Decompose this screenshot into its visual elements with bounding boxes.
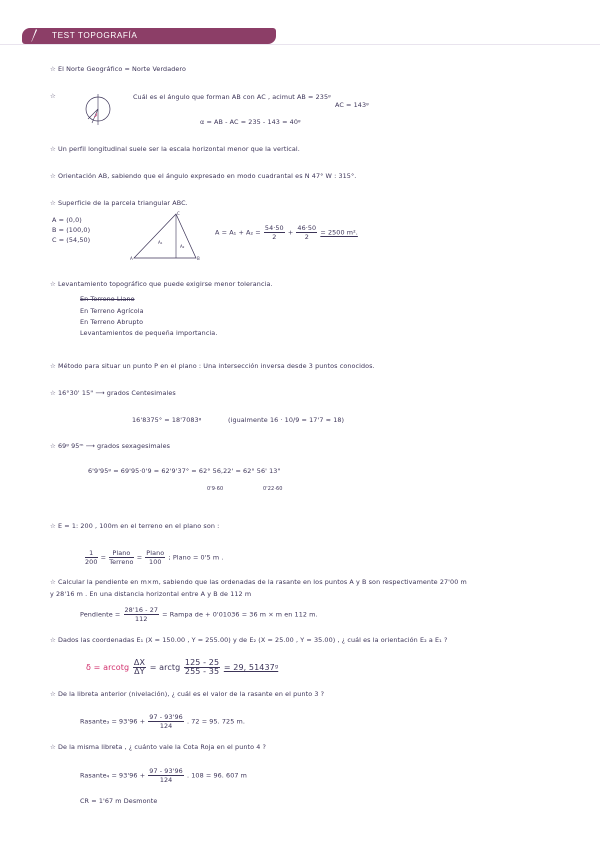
q11-fraction: $\frac{28'16 - 27}{112}$ [124, 606, 159, 623]
svg-text:A₂: A₂ [180, 244, 185, 249]
q10-fraction-2: $\frac{\text{Plano}}{\text{Terreno}}$ [109, 549, 134, 566]
q3-text: ☆ Un perfil longitudinal suele ser la escala horizontal menor que la vertical. [50, 145, 300, 153]
q9-sub-2: 0'22·60 [263, 486, 283, 492]
q14-fraction: $\frac{97 - 93'96}{124}$ [149, 767, 183, 784]
q14-cota-roja: CR = 1'67 m Desmonte [80, 797, 158, 805]
svg-text:C: C [177, 211, 180, 216]
q6-text: ☆ Levantamiento topográfico que puede exigirse menor tolerancia. [50, 280, 273, 288]
q5-point-c: C = (54,50) [52, 236, 91, 244]
q5-text: ☆ Superficie de la parcela triangular ABC. [50, 199, 188, 207]
q9-equation: 6'9'95ᵍ = 69'95·0'9 = 62'9'37° = 62° 56,22' = 62° 56' 13" [88, 467, 281, 475]
svg-text:A₁: A₁ [158, 240, 163, 245]
q5-point-a: A = (0,0) [52, 216, 82, 224]
q13-fraction: $\frac{97 - 93'96}{124}$ [149, 713, 183, 730]
q10-text: ☆ E = 1: 200 , 100m en el terreno en el plano son : [50, 522, 220, 530]
q12-fraction-1: $\frac{\Delta X}{\Delta Y}$ [133, 658, 146, 676]
header-rule [0, 44, 600, 45]
q5-point-b: B = (100,0) [52, 226, 91, 234]
q13-text: ☆ De la libreta anterior (nivelación), ¿ cuál es el valor de la rasante en el punto 3 ? [50, 690, 325, 698]
q8-text: ☆ 16°30' 15" ⟶ grados Centesimales [50, 389, 176, 397]
q1-text: ☆ El Norte Geográfico = Norte Verdadero [50, 65, 187, 73]
q8-equation: 16'8375° = 18'7083ᵍ [132, 416, 202, 424]
pen-icon [28, 29, 40, 43]
q8-alternative: (igualmente 16 · 10/9 = 17'7 ≈ 18) [228, 416, 345, 424]
q6-option-2: En Terreno Agrícola [80, 307, 144, 315]
q2-star: ☆ [50, 92, 56, 100]
q6-option-1: En Terreno Llano [80, 295, 135, 303]
q11-equation: Pendiente = $\frac{28'16 - 27}{112}$ = Rampa de + 0'01036 = 36 m × m en 112 m. [80, 606, 318, 623]
q9-sub-1: 0'9·60 [207, 486, 224, 492]
q5-fraction-1: $\frac{54\cdot 50}{2}$ [264, 224, 284, 241]
q10-fraction-3: $\frac{\text{Plano}}{100}$ [146, 549, 165, 566]
svg-text:B: B [197, 256, 200, 261]
q14-text: ☆ De la misma libreta , ¿ cuánto vale la Cota Roja en el punto 4 ? [50, 743, 267, 751]
q11-line-1: ☆ Calcular la pendiente en m×m, sabiendo que las ordenadas de la rasante en los puntos A y B son respectivamente 27'00 m [50, 578, 467, 586]
q5-fraction-2: $\frac{46\cdot 50}{2}$ [297, 224, 317, 241]
q10-equation: $\frac{1}{200}$ = $\frac{\text{Plano}}{\text{Terreno}}$ = $\frac{\text{Plano}}{100}$ ; Plano = 0'5 m . [85, 549, 224, 566]
compass-diagram [80, 92, 114, 128]
q12-text: ☆ Dados las coordenadas E₁ (X = 150.00 , Y = 255.00) y de E₂ (X = 25.00 , Y = 35.00) , ¿ cuál es la orientación E₂ a E₁ ? [50, 636, 448, 644]
q10-fraction-1: $\frac{1}{200}$ [85, 549, 98, 566]
q11-line-2: y 28'16 m . En una distancia horizontal entre A y B de 112 m [50, 590, 252, 598]
q12-equation: δ = arcotg $\frac{\Delta X}{\Delta Y}$ = arctg $\frac{125 - 25}{255 - 35}$ = 29, 51437ᵍ [86, 658, 279, 676]
q2-text: Cuál es el ángulo que forman AB con AC , acimut AB = 235ᵍ [133, 93, 331, 101]
q13-equation: Rasante₃ = 93'96 + $\frac{97 - 93'96}{124}$ . 72 = 95. 725 m. [80, 713, 245, 730]
header-title: TEST TOPOGRAFÍA [52, 31, 138, 40]
q12-fraction-2: $\frac{125 - 25}{255 - 35}$ [184, 658, 220, 676]
svg-text:A: A [130, 256, 133, 261]
q9-text: ☆ 69ᵍ 95ᵐ ⟶ grados sexagesimales [50, 442, 171, 450]
q14-equation: Rasante₄ = 93'96 + $\frac{97 - 93'96}{124}$ . 108 = 96. 607 m [80, 767, 247, 784]
q6-option-4: Levantamientos de pequeña importancia. [80, 329, 218, 337]
q5-equation: A = A₁ + A₂ = $\frac{54\cdot 50}{2}$ + $\frac{46\cdot 50}{2}$ = 2500 m². [215, 224, 358, 241]
header-banner [22, 28, 276, 44]
triangle-diagram [128, 210, 202, 262]
q6-option-3: En Terreno Abrupto [80, 318, 144, 326]
q7-text: ☆ Método para situar un punto P en el plano : Una intersección inversa desde 3 puntos conocidos. [50, 362, 375, 370]
q2-az2: AC = 143ᵍ [335, 101, 369, 109]
q2-equation: α = AB - AC = 235 - 143 = 40ᵍ [200, 118, 301, 126]
q4-text: ☆ Orientación AB, sabiendo que el ángulo expresado en modo cuadrantal es N 47° W : 315°. [50, 172, 357, 180]
